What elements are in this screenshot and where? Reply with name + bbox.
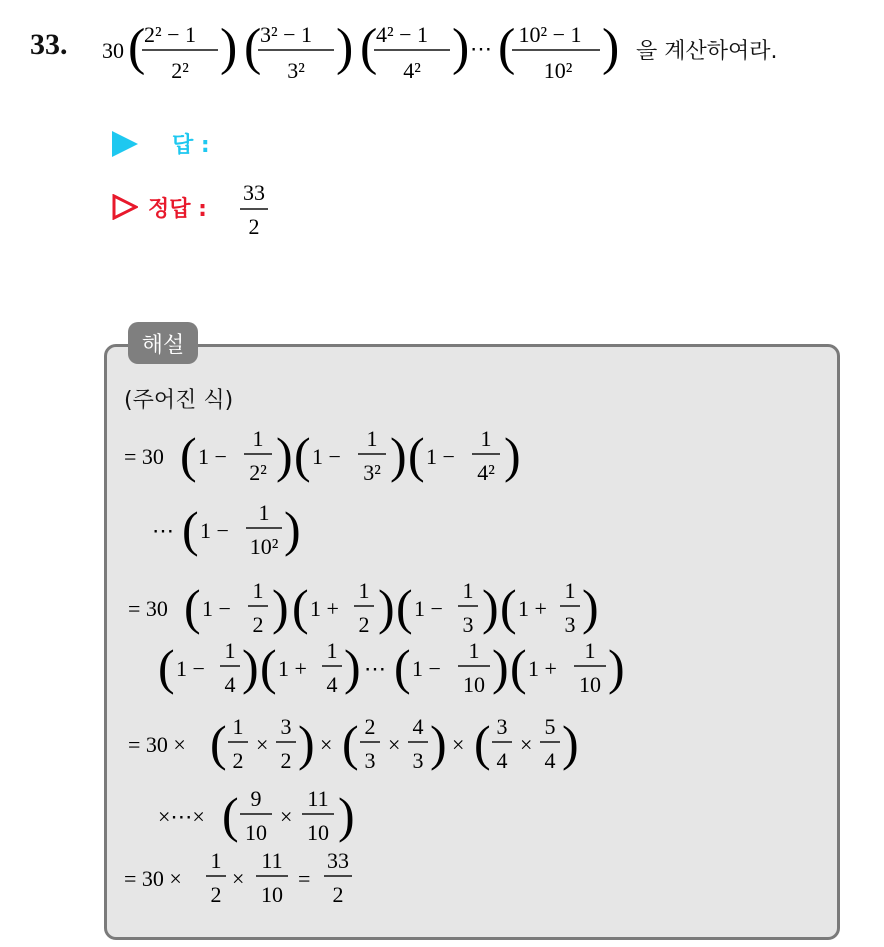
svg-text:): ) bbox=[336, 19, 354, 76]
svg-text:(: ( bbox=[184, 579, 201, 635]
svg-text:3: 3 bbox=[412, 748, 424, 773]
svg-text:4: 4 bbox=[544, 748, 556, 773]
svg-text:1 −: 1 − bbox=[312, 444, 341, 469]
correct-label: 정답 : bbox=[148, 197, 207, 222]
svg-text:1 −: 1 − bbox=[198, 444, 227, 469]
svg-text:4: 4 bbox=[224, 672, 236, 697]
correct-marker-icon bbox=[112, 194, 138, 220]
svg-text:3: 3 bbox=[280, 714, 292, 739]
svg-text:): ) bbox=[608, 639, 625, 695]
svg-text:10: 10 bbox=[463, 672, 485, 697]
svg-text:): ) bbox=[344, 639, 361, 695]
answer-label: 답 : bbox=[172, 133, 210, 158]
svg-text:): ) bbox=[582, 579, 599, 635]
svg-text:(: ( bbox=[260, 639, 277, 695]
svg-text:10: 10 bbox=[307, 820, 329, 845]
svg-text:): ) bbox=[242, 639, 259, 695]
svg-text:): ) bbox=[220, 19, 238, 76]
svg-text:= 30 ×: = 30 × bbox=[128, 732, 186, 757]
svg-text:⋯: ⋯ bbox=[364, 656, 386, 681]
svg-text:10: 10 bbox=[261, 882, 283, 907]
coefficient: 30 bbox=[102, 38, 124, 63]
ellipsis: ⋯ bbox=[470, 36, 492, 61]
svg-text:1: 1 bbox=[462, 578, 474, 603]
svg-text:): ) bbox=[390, 427, 407, 483]
solution-tag: 해설 bbox=[128, 322, 198, 364]
svg-text:): ) bbox=[430, 715, 447, 771]
svg-text:1 +: 1 + bbox=[310, 596, 339, 621]
svg-text:(: ( bbox=[360, 19, 378, 76]
svg-text:(: ( bbox=[408, 427, 425, 483]
svg-text:5: 5 bbox=[544, 714, 556, 739]
svg-text:1: 1 bbox=[232, 714, 244, 739]
svg-text:3: 3 bbox=[462, 612, 474, 637]
svg-text:1: 1 bbox=[358, 578, 370, 603]
svg-text:1 +: 1 + bbox=[278, 656, 307, 681]
svg-text:×: × bbox=[520, 732, 533, 757]
factor-4-den: 10² bbox=[543, 58, 573, 83]
svg-text:): ) bbox=[492, 639, 509, 695]
svg-text:1: 1 bbox=[468, 638, 480, 663]
svg-text:9: 9 bbox=[250, 786, 262, 811]
svg-text:33: 33 bbox=[243, 180, 265, 205]
svg-text:): ) bbox=[504, 427, 521, 483]
svg-text:×: × bbox=[232, 866, 245, 891]
factor-4-num: 10² − 1 bbox=[518, 22, 582, 47]
svg-text:×: × bbox=[452, 732, 465, 757]
svg-text:1 +: 1 + bbox=[518, 596, 547, 621]
svg-text:1 +: 1 + bbox=[528, 656, 557, 681]
svg-text:1: 1 bbox=[258, 500, 270, 525]
svg-text:= 30: = 30 bbox=[124, 444, 164, 469]
svg-text:): ) bbox=[452, 19, 470, 76]
svg-text:1: 1 bbox=[584, 638, 596, 663]
svg-text:2: 2 bbox=[252, 612, 264, 637]
correct-value bbox=[236, 176, 276, 240]
svg-text:): ) bbox=[338, 787, 355, 843]
svg-text:11: 11 bbox=[307, 786, 329, 811]
svg-text:2: 2 bbox=[364, 714, 376, 739]
svg-text:): ) bbox=[272, 579, 289, 635]
svg-text:): ) bbox=[602, 19, 620, 76]
solution-math bbox=[118, 420, 738, 920]
svg-text:1: 1 bbox=[210, 848, 222, 873]
svg-text:11: 11 bbox=[261, 848, 283, 873]
svg-text:10: 10 bbox=[245, 820, 267, 845]
svg-text:1 −: 1 − bbox=[202, 596, 231, 621]
svg-text:(: ( bbox=[500, 579, 517, 635]
svg-text:(: ( bbox=[396, 579, 413, 635]
svg-text:1 −: 1 − bbox=[414, 596, 443, 621]
svg-text:(: ( bbox=[292, 579, 309, 635]
svg-text:= 30 ×: = 30 × bbox=[124, 866, 182, 891]
svg-text:2: 2 bbox=[232, 748, 244, 773]
svg-text:⋯: ⋯ bbox=[152, 518, 174, 543]
svg-text:10: 10 bbox=[579, 672, 601, 697]
svg-text:×⋯×: ×⋯× bbox=[158, 804, 205, 829]
solution-intro: (주어진 식) bbox=[124, 388, 234, 413]
svg-text:(: ( bbox=[158, 639, 175, 695]
svg-text:1: 1 bbox=[480, 426, 492, 451]
answer-marker-icon bbox=[112, 131, 138, 157]
svg-text:2: 2 bbox=[358, 612, 370, 637]
svg-text:1 −: 1 − bbox=[412, 656, 441, 681]
svg-text:×: × bbox=[388, 732, 401, 757]
svg-text:1 −: 1 − bbox=[176, 656, 205, 681]
svg-text:3: 3 bbox=[364, 748, 376, 773]
svg-text:): ) bbox=[378, 579, 395, 635]
factor-2-num: 3² − 1 bbox=[259, 22, 313, 47]
paren-open: ( bbox=[128, 19, 146, 76]
svg-text:): ) bbox=[276, 427, 293, 483]
svg-text:2²: 2² bbox=[249, 460, 267, 485]
svg-text:4: 4 bbox=[326, 672, 338, 697]
svg-text:(: ( bbox=[294, 427, 311, 483]
svg-text:): ) bbox=[482, 579, 499, 635]
svg-text:×: × bbox=[280, 804, 293, 829]
svg-text:): ) bbox=[284, 501, 301, 557]
svg-text:3²: 3² bbox=[363, 460, 381, 485]
svg-text:1 −: 1 − bbox=[426, 444, 455, 469]
svg-text:1: 1 bbox=[326, 638, 338, 663]
svg-text:4: 4 bbox=[412, 714, 424, 739]
svg-text:10²: 10² bbox=[249, 534, 279, 559]
svg-text:2: 2 bbox=[210, 882, 222, 907]
svg-text:×: × bbox=[320, 732, 333, 757]
problem-number: 33. bbox=[30, 28, 68, 61]
svg-text:= 30: = 30 bbox=[128, 596, 168, 621]
svg-text:(: ( bbox=[474, 715, 491, 771]
problem-expression bbox=[98, 10, 638, 85]
svg-text:(: ( bbox=[182, 501, 199, 557]
svg-text:(: ( bbox=[498, 19, 516, 76]
svg-text:): ) bbox=[562, 715, 579, 771]
svg-text:4²: 4² bbox=[477, 460, 495, 485]
svg-text:(: ( bbox=[180, 427, 197, 483]
svg-text:1 −: 1 − bbox=[200, 518, 229, 543]
svg-text:1: 1 bbox=[564, 578, 576, 603]
svg-text:1: 1 bbox=[224, 638, 236, 663]
svg-text:1: 1 bbox=[252, 426, 264, 451]
svg-text:1: 1 bbox=[366, 426, 378, 451]
svg-text:2: 2 bbox=[248, 214, 260, 239]
svg-text:(: ( bbox=[394, 639, 411, 695]
factor-3-den: 4² bbox=[403, 58, 421, 83]
svg-text:×: × bbox=[256, 732, 269, 757]
factor-1-den: 2² bbox=[171, 58, 189, 83]
svg-text:1: 1 bbox=[252, 578, 264, 603]
svg-text:(: ( bbox=[244, 19, 262, 76]
svg-text:=: = bbox=[298, 866, 311, 891]
svg-text:3: 3 bbox=[496, 714, 508, 739]
factor-3-num: 4² − 1 bbox=[375, 22, 429, 47]
svg-text:(: ( bbox=[222, 787, 239, 843]
svg-text:2: 2 bbox=[280, 748, 292, 773]
svg-text:(: ( bbox=[342, 715, 359, 771]
svg-text:2: 2 bbox=[332, 882, 344, 907]
factor-1-num: 2² − 1 bbox=[143, 22, 197, 47]
svg-text:33: 33 bbox=[327, 848, 349, 873]
svg-text:3: 3 bbox=[564, 612, 576, 637]
svg-text:): ) bbox=[298, 715, 315, 771]
factor-2-den: 3² bbox=[287, 58, 305, 83]
svg-text:(: ( bbox=[510, 639, 527, 695]
svg-text:(: ( bbox=[210, 715, 227, 771]
svg-text:4: 4 bbox=[496, 748, 508, 773]
problem-instruction: 을 계산하여라. bbox=[636, 39, 778, 64]
